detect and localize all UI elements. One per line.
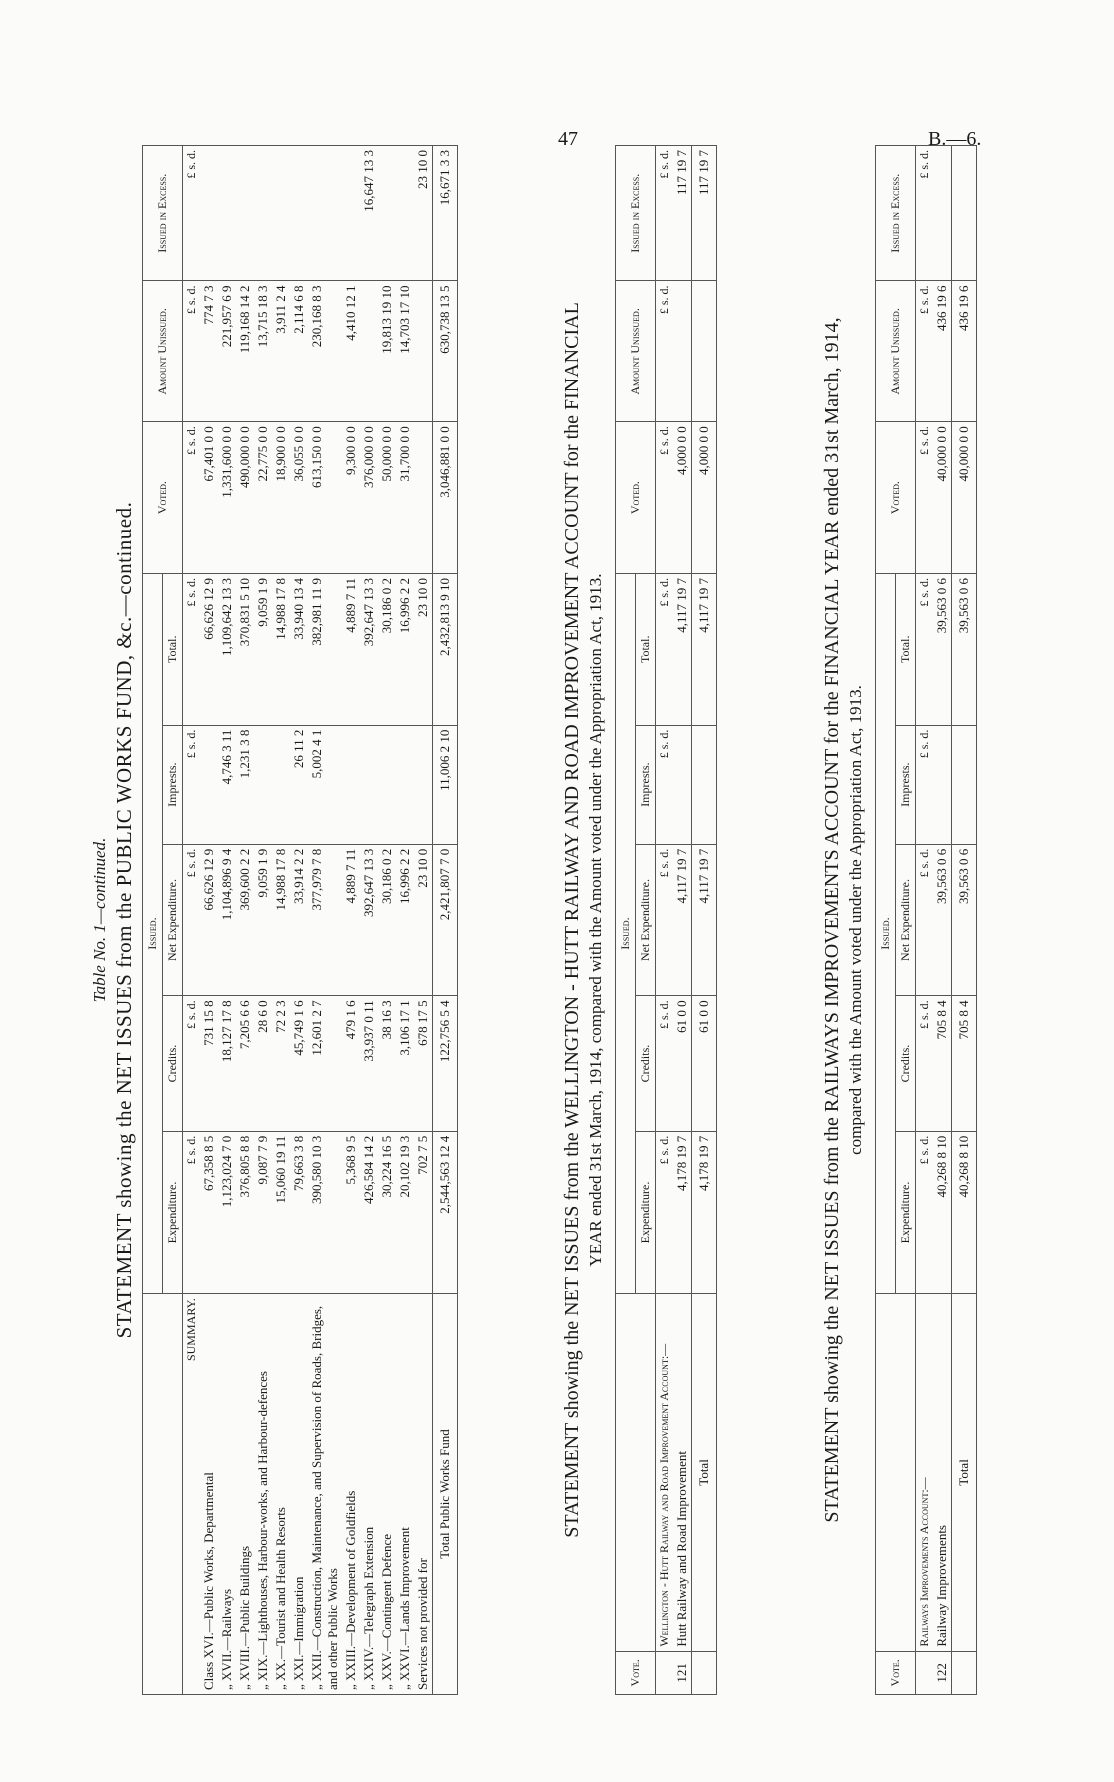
unissued-cell xyxy=(360,281,378,422)
excess-cell xyxy=(342,146,360,281)
expenditure-cell: 4,178 19 7 xyxy=(692,1131,717,1293)
net-expenditure-cell: 377,979 7 8 xyxy=(308,844,342,996)
net-expenditure-cell: 1,104,896 9 4 xyxy=(218,844,236,996)
imprests-header: Imprests. xyxy=(163,725,183,844)
unissued-cell: 221,957 6 9 xyxy=(218,281,236,422)
unit-label: £ s. d. xyxy=(656,725,674,844)
voted-cell: 22,775 0 0 xyxy=(254,422,272,574)
credits-cell: 3,106 17 1 xyxy=(396,996,414,1131)
unissued-cell: 4,410 12 1 xyxy=(342,281,360,422)
credits-cell: 38 16 3 xyxy=(378,996,396,1131)
net-expenditure-cell: 39,563 0 6 xyxy=(933,844,952,996)
net-expenditure-cell: 33,914 2 2 xyxy=(290,844,308,996)
unit-label: £ s. d. xyxy=(916,422,934,574)
imprests-cell xyxy=(414,725,433,844)
credits-cell: 28 6 0 xyxy=(254,996,272,1131)
expenditure-header: Expenditure. xyxy=(163,1131,183,1293)
row-label: „ XIX.—Lighthouses, Harbour-works, and Harbour-defences xyxy=(254,1294,272,1695)
credits-cell: 72 2 3 xyxy=(272,996,290,1131)
imprests-header: Imprests. xyxy=(896,725,916,844)
expenditure-cell: 4,178 19 7 xyxy=(673,1131,692,1293)
unit-label: £ s. d. xyxy=(656,996,674,1131)
imprests-cell xyxy=(952,725,977,844)
unissued-cell xyxy=(414,281,433,422)
expenditure-header: Expenditure. xyxy=(896,1131,916,1293)
net-expenditure-cell: 4,889 7 11 xyxy=(342,844,360,996)
excess-cell: 16,647 13 3 xyxy=(360,146,378,281)
caption-line2: YEAR ended 31st March, 1914, compared with the Amount voted under the Appropriation Act, 1913. xyxy=(586,573,605,1267)
unissued-cell: 230,168 8 3 xyxy=(308,281,342,422)
excess-cell xyxy=(236,146,254,281)
unissued-cell xyxy=(692,281,717,422)
excess-cell xyxy=(396,146,414,281)
vote-number: 122 xyxy=(933,1651,952,1694)
total-header: Total. xyxy=(896,573,916,725)
total-cell: 23 10 0 xyxy=(414,573,433,725)
voted-cell: 1,331,600 0 0 xyxy=(218,422,236,574)
imprests-cell: 4,746 3 11 xyxy=(218,725,236,844)
rotated-page-content xyxy=(60,120,1060,1720)
expenditure-cell: 40,268 8 10 xyxy=(952,1131,977,1293)
net-expenditure-cell: 2,421,807 7 0 xyxy=(433,844,458,996)
voted-cell: 490,000 0 0 xyxy=(236,422,254,574)
unit-label: £ s. d. xyxy=(183,573,201,725)
table-row xyxy=(308,146,342,1695)
credits-cell: 731 15 8 xyxy=(200,996,218,1131)
total-cell: 382,981 11 9 xyxy=(308,573,342,725)
row-label: „ XX.—Tourist and Health Resorts xyxy=(272,1294,290,1695)
unissued-cell: 630,738 13 5 xyxy=(433,281,458,422)
net-expenditure-cell: 30,186 0 2 xyxy=(378,844,396,996)
voted-cell: 40,000 0 0 xyxy=(952,422,977,574)
expenditure-cell: 376,805 8 8 xyxy=(236,1131,254,1293)
net-expenditure-header: Net Expenditure. xyxy=(163,844,183,996)
excess-cell: 117 19 7 xyxy=(692,146,717,281)
total-cell: 4,117 19 7 xyxy=(692,573,717,725)
net-expenditure-cell: 14,988 17 8 xyxy=(272,844,290,996)
imprests-cell: 1,231 3 8 xyxy=(236,725,254,844)
expenditure-cell: 40,268 8 10 xyxy=(933,1131,952,1293)
row-label: „ XXIV.—Telegraph Extension xyxy=(360,1294,378,1695)
credits-cell: 12,601 2 7 xyxy=(308,996,342,1131)
unit-label: £ s. d. xyxy=(183,146,201,281)
excess-cell: 23 10 0 xyxy=(414,146,433,281)
expenditure-cell: 9,087 7 9 xyxy=(254,1131,272,1293)
expenditure-header: Expenditure. xyxy=(636,1131,656,1293)
table-row xyxy=(290,146,308,1695)
voted-cell: 9,300 0 0 xyxy=(342,422,360,574)
account-label: Wellington - Hutt Railway and Road Improvement Account:— xyxy=(656,1294,674,1651)
unissued-cell: 436 19 6 xyxy=(933,281,952,422)
unissued-cell: 436 19 6 xyxy=(952,281,977,422)
amount-unissued-header: Amount Unissued. xyxy=(143,281,183,422)
expenditure-cell: 2,544,563 12 4 xyxy=(433,1131,458,1293)
page-reference: B.—6. xyxy=(928,128,982,150)
unit-label: £ s. d. xyxy=(916,146,934,281)
imprests-cell xyxy=(254,725,272,844)
net-expenditure-cell: 16,996 2 2 xyxy=(396,844,414,996)
imprests-cell xyxy=(933,725,952,844)
net-expenditure-cell: 23 10 0 xyxy=(414,844,433,996)
unit-label: £ s. d. xyxy=(183,1131,201,1293)
imprests-cell xyxy=(342,725,360,844)
credits-cell: 122,756 5 4 xyxy=(433,996,458,1131)
table-number: Table No. 1—continued. xyxy=(90,837,109,1003)
unit-label: £ s. d. xyxy=(656,844,674,996)
voted-header: Voted. xyxy=(876,422,916,574)
excess-cell xyxy=(200,146,218,281)
unissued-cell: 3,911 2 4 xyxy=(272,281,290,422)
unissued-cell: 2,114 6 8 xyxy=(290,281,308,422)
unit-label: £ s. d. xyxy=(916,281,934,422)
voted-header: Voted. xyxy=(616,422,656,574)
table-row xyxy=(342,146,360,1695)
caption-line2: compared with the Amount voted under the Appropriation Act, 1913. xyxy=(846,685,865,1155)
imprests-cell: 11,006 2 10 xyxy=(433,725,458,844)
expenditure-cell: 390,580 10 3 xyxy=(308,1131,342,1293)
unissued-cell: 13,715 18 3 xyxy=(254,281,272,422)
voted-cell: 36,055 0 0 xyxy=(290,422,308,574)
voted-cell: 4,000 0 0 xyxy=(692,422,717,574)
total-cell: 33,940 13 4 xyxy=(290,573,308,725)
excess-cell xyxy=(933,146,952,281)
credits-cell: 7,205 6 6 xyxy=(236,996,254,1131)
unissued-cell xyxy=(673,281,692,422)
row-label: „ XVII.—Railways xyxy=(218,1294,236,1695)
total-cell: 1,109,642 13 3 xyxy=(218,573,236,725)
unissued-cell: 14,703 17 10 xyxy=(396,281,414,422)
issued-in-excess-header: Issued in Excess. xyxy=(616,146,656,281)
row-label: „ XVIII.—Public Buildings xyxy=(236,1294,254,1695)
excess-cell xyxy=(254,146,272,281)
credits-cell: 61 0 0 xyxy=(692,996,717,1131)
row-label: „ XXI.—Immigration xyxy=(290,1294,308,1695)
excess-cell: 117 19 7 xyxy=(673,146,692,281)
expenditure-cell: 79,663 3 8 xyxy=(290,1131,308,1293)
net-expenditure-cell: 392,647 13 3 xyxy=(360,844,378,996)
excess-cell xyxy=(290,146,308,281)
main-statement-title: STATEMENT showing the NET ISSUES from the PUBLIC WORKS FUND, &c.—continued. xyxy=(112,501,136,1339)
total-header: Total. xyxy=(163,573,183,725)
unit-label: £ s. d. xyxy=(916,1131,934,1293)
table-row xyxy=(236,146,254,1695)
table-row xyxy=(414,146,433,1695)
total-cell: 392,647 13 3 xyxy=(360,573,378,725)
table-row xyxy=(673,146,692,1695)
excess-cell xyxy=(952,146,977,281)
total-cell: 9,059 1 9 xyxy=(254,573,272,725)
row-label: „ XXVI.—Lands Improvement xyxy=(396,1294,414,1695)
wellington-hutt-table xyxy=(615,145,717,1695)
imprests-header: Imprests. xyxy=(636,725,656,844)
vote-header: Vote. xyxy=(616,1651,656,1694)
voted-cell: 50,000 0 0 xyxy=(378,422,396,574)
issued-in-excess-header: Issued in Excess. xyxy=(143,146,183,281)
caption-line1: STATEMENT showing the NET ISSUES from the WELLINGTON - HUTT RAILWAY AND ROAD IMPROVEMENT ACCOUNT for the FINANCIAL xyxy=(561,302,583,1538)
label-header xyxy=(143,1294,183,1695)
vote-header: Vote. xyxy=(876,1651,916,1694)
table-row xyxy=(272,146,290,1695)
wellington-hutt-caption xyxy=(560,140,608,1700)
imprests-cell xyxy=(200,725,218,844)
vote-number: 121 xyxy=(673,1651,692,1694)
excess-cell xyxy=(218,146,236,281)
net-expenditure-cell: 39,563 0 6 xyxy=(952,844,977,996)
total-label: Total xyxy=(952,1294,977,1651)
expenditure-cell: 1,123,024 7 0 xyxy=(218,1131,236,1293)
table-row xyxy=(360,146,378,1695)
row-label: Services not provided for xyxy=(414,1294,433,1695)
unit-label: £ s. d. xyxy=(183,725,201,844)
unit-label: £ s. d. xyxy=(656,422,674,574)
issued-header: Issued. xyxy=(876,573,896,1293)
imprests-cell xyxy=(378,725,396,844)
page-number: 47 xyxy=(558,128,578,150)
voted-header: Voted. xyxy=(143,422,183,574)
table-row xyxy=(254,146,272,1695)
voted-cell: 31,700 0 0 xyxy=(396,422,414,574)
total-header: Total. xyxy=(636,573,656,725)
voted-cell: 376,000 0 0 xyxy=(360,422,378,574)
expenditure-cell: 20,102 19 3 xyxy=(396,1131,414,1293)
credits-cell: 678 17 5 xyxy=(414,996,433,1131)
issued-header: Issued. xyxy=(143,573,163,1293)
net-expenditure-cell: 369,600 2 2 xyxy=(236,844,254,996)
net-expenditure-header: Net Expenditure. xyxy=(636,844,656,996)
total-cell: 14,988 17 8 xyxy=(272,573,290,725)
table-row xyxy=(218,146,236,1695)
excess-cell: 16,671 3 3 xyxy=(433,146,458,281)
unissued-cell: 19,813 19 10 xyxy=(378,281,396,422)
total-label: Total xyxy=(692,1294,717,1651)
total-row xyxy=(433,146,458,1695)
unit-label: £ s. d. xyxy=(183,281,201,422)
voted-cell: 613,150 0 0 xyxy=(308,422,342,574)
unit-label: £ s. d. xyxy=(183,996,201,1131)
expenditure-cell: 5,368 9 5 xyxy=(342,1131,360,1293)
imprests-cell: 26 11 2 xyxy=(290,725,308,844)
unissued-cell: 119,168 14 2 xyxy=(236,281,254,422)
credits-header: Credits. xyxy=(896,996,916,1131)
total-label: Total Public Works Fund xyxy=(433,1294,458,1695)
credits-header: Credits. xyxy=(163,996,183,1131)
expenditure-cell: 426,584 14 2 xyxy=(360,1131,378,1293)
issued-header: Issued. xyxy=(616,573,636,1293)
imprests-cell xyxy=(673,725,692,844)
net-expenditure-cell: 4,117 19 7 xyxy=(692,844,717,996)
row-label: Hutt Railway and Road Improvement xyxy=(673,1294,692,1651)
label-header xyxy=(616,1294,656,1651)
voted-cell: 4,000 0 0 xyxy=(673,422,692,574)
voted-cell xyxy=(414,422,433,574)
unit-label: £ s. d. xyxy=(656,1131,674,1293)
credits-header: Credits. xyxy=(636,996,656,1131)
unit-label: £ s. d. xyxy=(916,573,934,725)
total-row xyxy=(952,146,977,1695)
total-cell: 370,831 5 10 xyxy=(236,573,254,725)
credits-cell: 61 0 0 xyxy=(673,996,692,1131)
account-label: Railways Improvements Account:— xyxy=(916,1294,934,1651)
credits-cell: 479 1 6 xyxy=(342,996,360,1131)
total-cell: 4,889 7 11 xyxy=(342,573,360,725)
voted-cell: 3,046,881 0 0 xyxy=(433,422,458,574)
unit-label: £ s. d. xyxy=(656,573,674,725)
net-expenditure-cell: 66,626 12 9 xyxy=(200,844,218,996)
total-cell: 39,563 0 6 xyxy=(933,573,952,725)
unit-label: £ s. d. xyxy=(916,725,934,844)
imprests-cell xyxy=(360,725,378,844)
unit-label: £ s. d. xyxy=(656,281,674,422)
table-row xyxy=(933,146,952,1695)
expenditure-cell: 15,060 19 11 xyxy=(272,1131,290,1293)
total-cell: 16,996 2 2 xyxy=(396,573,414,725)
net-expenditure-header: Net Expenditure. xyxy=(896,844,916,996)
total-cell: 30,186 0 2 xyxy=(378,573,396,725)
imprests-cell xyxy=(272,725,290,844)
amount-unissued-header: Amount Unissued. xyxy=(616,281,656,422)
credits-cell: 18,127 17 8 xyxy=(218,996,236,1131)
unit-label: £ s. d. xyxy=(183,844,201,996)
label-header xyxy=(876,1294,916,1651)
expenditure-cell: 702 7 5 xyxy=(414,1131,433,1293)
credits-cell: 705 8 4 xyxy=(933,996,952,1131)
caption-line1: STATEMENT showing the NET ISSUES from the RAILWAYS IMPROVEMENTS ACCOUNT for the FINANCIAL YEAR ended 31st March, 1914, xyxy=(821,317,843,1523)
voted-cell: 67,401 0 0 xyxy=(200,422,218,574)
excess-cell xyxy=(378,146,396,281)
credits-cell: 45,749 1 6 xyxy=(290,996,308,1131)
unissued-cell: 774 7 3 xyxy=(200,281,218,422)
imprests-cell xyxy=(396,725,414,844)
total-cell: 66,626 12 9 xyxy=(200,573,218,725)
excess-cell xyxy=(272,146,290,281)
table-row xyxy=(396,146,414,1695)
unit-label: £ s. d. xyxy=(183,422,201,574)
net-expenditure-cell: 4,117 19 7 xyxy=(673,844,692,996)
unit-label: £ s. d. xyxy=(916,996,934,1131)
row-label: Class XVI.—Public Works, Departmental xyxy=(200,1294,218,1695)
row-label: „ XXIII.—Development of Goldfields xyxy=(342,1294,360,1695)
total-cell: 2,432,813 9 10 xyxy=(433,573,458,725)
imprests-cell xyxy=(692,725,717,844)
summary-label: SUMMARY. xyxy=(183,1294,201,1695)
voted-cell: 40,000 0 0 xyxy=(933,422,952,574)
unit-label: £ s. d. xyxy=(916,844,934,996)
row-label: Railway Improvements xyxy=(933,1294,952,1651)
total-row xyxy=(692,146,717,1695)
table-row xyxy=(378,146,396,1695)
credits-cell: 705 8 4 xyxy=(952,996,977,1131)
excess-cell xyxy=(308,146,342,281)
expenditure-cell: 67,358 8 5 xyxy=(200,1131,218,1293)
row-label: „ XXII.—Construction, Maintenance, and Supervision of Roads, Bridges, and other Public Works xyxy=(308,1294,342,1695)
row-label: „ XXV.—Contingent Defence xyxy=(378,1294,396,1695)
net-expenditure-cell: 9,059 1 9 xyxy=(254,844,272,996)
total-cell: 39,563 0 6 xyxy=(952,573,977,725)
credits-cell: 33,937 0 11 xyxy=(360,996,378,1131)
railways-improvements-table xyxy=(875,145,977,1695)
voted-cell: 18,900 0 0 xyxy=(272,422,290,574)
total-cell: 4,117 19 7 xyxy=(673,573,692,725)
expenditure-cell: 30,224 16 5 xyxy=(378,1131,396,1293)
issued-in-excess-header: Issued in Excess. xyxy=(876,146,916,281)
railways-improvements-caption xyxy=(820,140,868,1700)
imprests-cell: 5,002 4 1 xyxy=(308,725,342,844)
public-works-fund-table xyxy=(142,145,458,1695)
table-row xyxy=(200,146,218,1695)
unit-label: £ s. d. xyxy=(656,146,674,281)
amount-unissued-header: Amount Unissued. xyxy=(876,281,916,422)
